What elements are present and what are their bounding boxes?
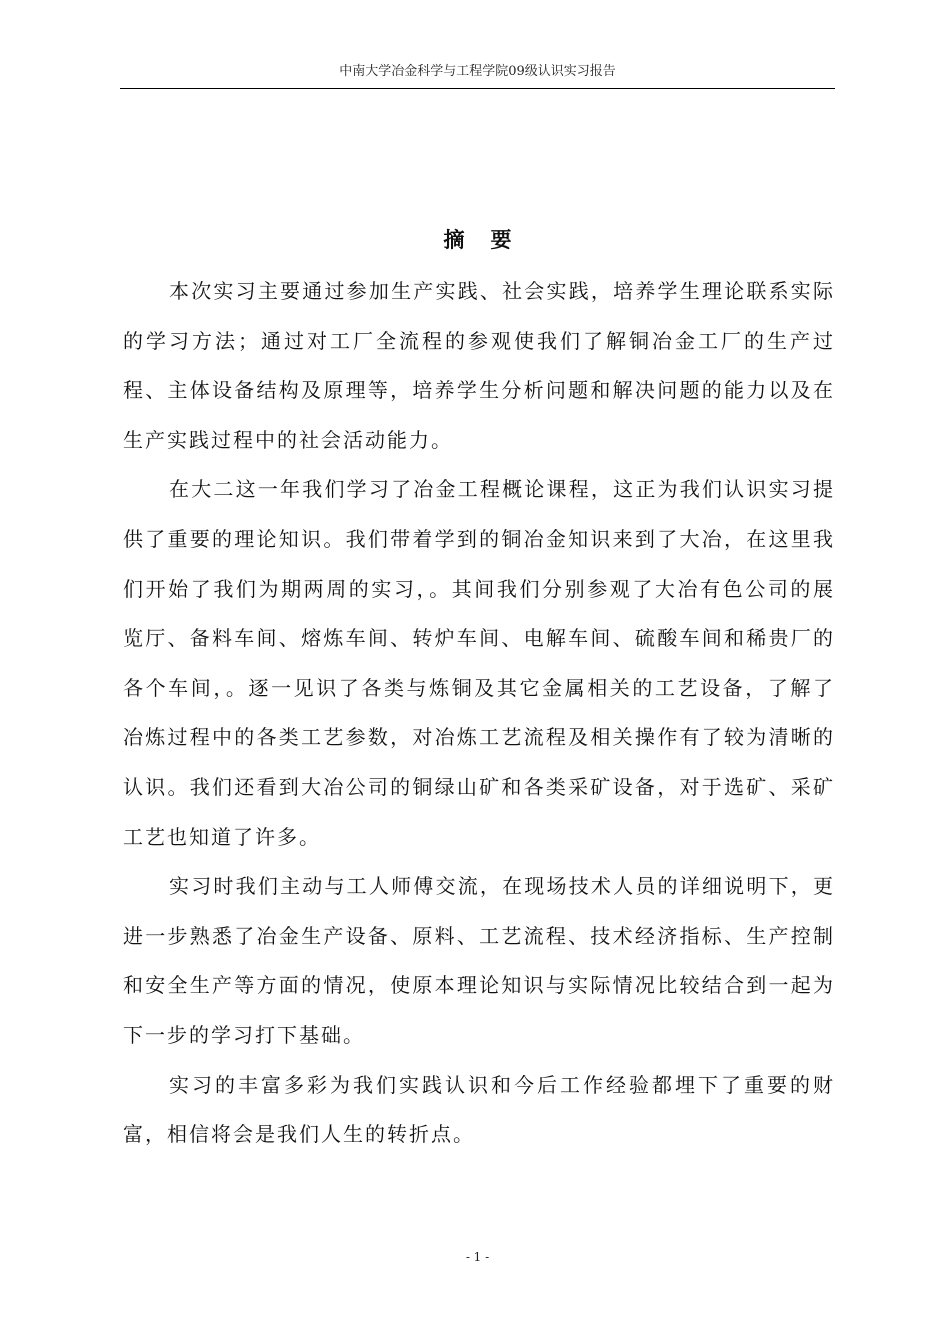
paragraph-3: 实习时我们主动与工人师傅交流，在现场技术人员的详细说明下，更进一步熟悉了冶金生产设备、原料、工艺流程、技术经济指标、生产控制和安全生产等方面的情况，使原本理论知识与实际情况比较结合到一起为下一步的学习打下基础。 — [123, 874, 835, 1047]
abstract-body — [123, 267, 835, 1160]
running-header: 中南大学冶金科学与工程学院09级认识实习报告 — [339, 64, 616, 79]
header-divider — [120, 88, 835, 89]
page-number: - 1 - — [465, 1250, 490, 1264]
paragraph-2: 在大二这一年我们学习了冶金工程概论课程，这正为我们认识实习提供了重要的理论知识。我们带着学到的铜冶金知识来到了大冶，在这里我们开始了我们为期两周的实习，。其间我们分别参观了大冶有色公司的展览厅、备料车间、熔炼车间、转炉车间、电解车间、硫酸车间和稀贵厂的各个车间，。逐一见识了各类与炼铜及其它金属相关的工艺设备，了解了冶炼过程中的各类工艺参数，对冶炼工艺流程及相关操作有了较为清晰的认识。我们还看到大冶公司的铜绿山矿和各类采矿设备，对于选矿、采矿工艺也知道了许多。 — [123, 477, 835, 849]
page-title: 摘要 — [443, 228, 538, 252]
paragraph-1: 本次实习主要通过参加生产实践、社会实践，培养学生理论联系实际的学习方法；通过对工厂全流程的参观使我们了解铜冶金工厂的生产过程、主体设备结构及原理等，培养学生分析问题和解决问题的能力以及在生产实践过程中的社会活动能力。 — [123, 279, 835, 452]
paragraph-4: 实习的丰富多彩为我们实践认识和今后工作经验都埋下了重要的财富，相信将会是我们人生的转折点。 — [123, 1072, 835, 1147]
